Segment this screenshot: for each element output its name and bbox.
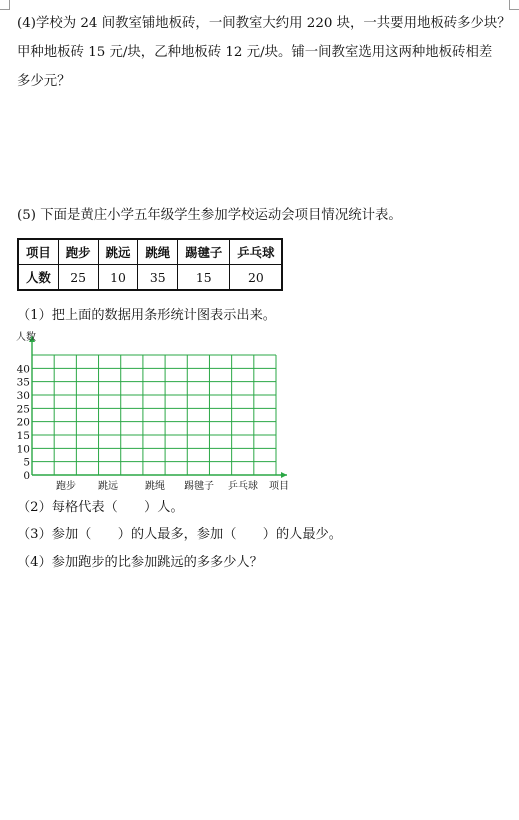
table-header-cell: 项目 xyxy=(18,239,58,265)
table-header-cell: 跳远 xyxy=(98,239,138,265)
table-cell: 35 xyxy=(138,265,178,291)
q4-line-2: 甲种地板砖 15 元/块，乙种地板砖 12 元/块。铺一间教室选用这两种地板砖相差 xyxy=(17,45,493,60)
table-row xyxy=(18,265,282,291)
y-tick-label: 20 xyxy=(16,416,30,429)
blank-bar-chart-grid xyxy=(0,325,300,495)
y-tick-label: 5 xyxy=(23,456,30,469)
x-category-label: 乒乓球 xyxy=(228,481,258,492)
q5-sub-question-2: （2）每格代表（ ）人。 xyxy=(17,500,184,515)
y-tick-label: 15 xyxy=(16,430,30,442)
y-tick-label: 30 xyxy=(16,390,30,402)
y-tick-label: 40 xyxy=(16,363,30,376)
table-header-cell: 跑步 xyxy=(58,239,98,265)
q5-intro: (5) 下面是黄庄小学五年级学生参加学校运动会项目情况统计表。 xyxy=(17,208,402,223)
y-tick-label: 10 xyxy=(16,443,30,456)
x-category-label: 踢毽子 xyxy=(184,481,214,492)
table-cell: 10 xyxy=(98,265,138,291)
q4-line-3: 多少元？ xyxy=(17,74,71,89)
page-corner-mark xyxy=(509,0,519,10)
page-corner-mark xyxy=(0,0,10,10)
x-axis-arrow xyxy=(281,472,287,478)
y-tick-label: 35 xyxy=(16,376,30,389)
y-tick-label: 25 xyxy=(16,403,30,416)
table-header-cell: 踢毽子 xyxy=(178,239,230,265)
q5-sub-question-3: （3）参加（ ）的人最多，参加（ ）的人最少。 xyxy=(17,527,342,542)
sports-stats-table xyxy=(17,238,283,291)
x-category-label: 跳绳 xyxy=(145,481,165,492)
table-cell: 20 xyxy=(230,265,283,291)
q5-sub-question-4: （4）参加跑步的比参加跳远的多多少人？ xyxy=(17,555,263,570)
x-category-label: 跑步 xyxy=(56,481,76,492)
table-header-cell: 乒乓球 xyxy=(230,239,283,265)
table-row xyxy=(18,239,282,265)
table-cell: 25 xyxy=(58,265,98,291)
table-row-label: 人数 xyxy=(18,265,58,291)
y-axis-title: 人数 xyxy=(16,332,36,343)
q5-sub-question-1: （1）把上面的数据用条形统计图表示出来。 xyxy=(17,308,276,323)
x-category-label: 跳远 xyxy=(98,481,118,492)
x-axis-title: 项目 xyxy=(269,481,289,492)
table-cell: 15 xyxy=(178,265,230,291)
table-header-cell: 跳绳 xyxy=(138,239,178,265)
y-tick-label: 0 xyxy=(23,470,30,482)
q4-line-1: (4)学校为 24 间教室铺地板砖，一间教室大约用 220 块，一共要用地板砖多少块？ xyxy=(17,16,511,31)
